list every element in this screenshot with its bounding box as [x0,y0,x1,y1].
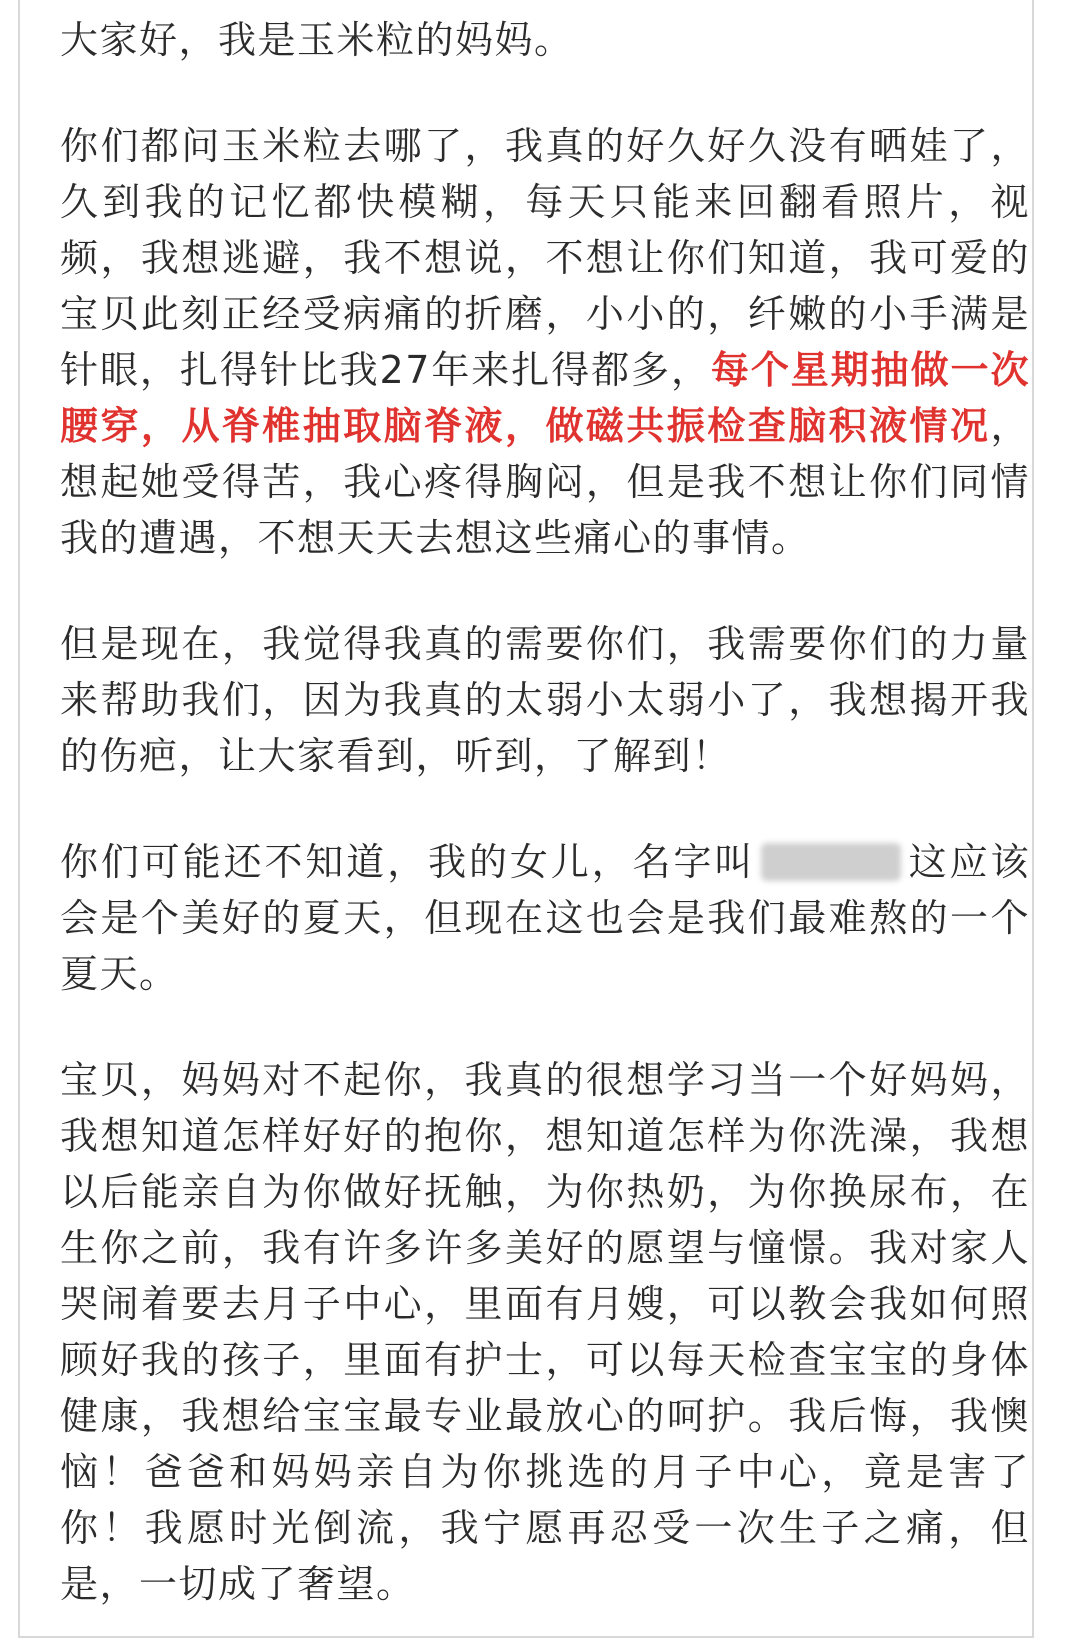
paragraph-gap [60,566,1030,616]
apology-text: 宝贝，妈妈对不起你，我真的很想学习当一个好妈妈，我想知道怎样好好的抱你，想知道怎样为你洗澡，我想以后能亲自为你做好抚触，为你热奶，为你换尿布，在生你之前，我有许多许多美好的愿望与憧憬。我对家人哭闹着要去月子中心，里面有月嫂，可以教会我如何照顾好我的孩子，里面有护士，可以每天检查宝宝的身体健康，我想给宝宝最专业最放心的呵护。我后悔，我懊恼！爸爸和妈妈亲自为你挑选的月子中心，竟是害了你！我愿时光倒流，我宁愿再忍受一次生子之痛，但是，一切成了奢望。 [60,1058,1030,1606]
paragraph-gap [60,68,1030,118]
daughter-text-end: 这应该会是个美好的夏天，但现在这也会是我们最难熬的一个夏天。 [60,840,1030,996]
paragraph-gap [60,1002,1030,1052]
help-text: 但是现在，我觉得我真的需要你们，我需要你们的力量来帮助我们，因为我真的太弱小太弱小了，我想揭开我的伤疤，让大家看到，听到，了解到！ [60,622,1030,778]
illness-text-end: ，想起她受得苦，我心疼得胸闷，但是我不想让你们同情我的遭遇，不想天天去想这些痛心的事情。 [60,404,1030,560]
paragraph-help [60,616,1030,784]
blurred-name [761,843,901,881]
daughter-text-start: 你们可能还不知道，我的女儿，名字叫 [60,840,756,884]
paragraph-daughter [60,834,1030,1002]
illness-text-start: 你们都问玉米粒去哪了，我真的好久好久没有晒娃了，久到我的记忆都快模糊，每天只能来回翻看照片，视频，我想逃避，我不想说，不想让你们知道，我可爱的宝贝此刻正经受病痛的折磨，小小的，纤嫩的小手满是针眼，扎得针比我27年来扎得都多， [60,124,1030,392]
highlighted-treatment-text: 每个星期抽做一次腰穿，从脊椎抽取脑脊液，做磁共振检查脑积液情况 [60,348,1030,448]
paragraph-illness [60,118,1030,566]
article-frame [18,0,1034,1638]
paragraph-greeting [60,12,1030,68]
paragraph-apology [60,1052,1030,1612]
greeting-text: 大家好，我是玉米粒的妈妈。 [60,18,574,62]
article-body [60,0,1030,1612]
paragraph-gap [60,784,1030,834]
